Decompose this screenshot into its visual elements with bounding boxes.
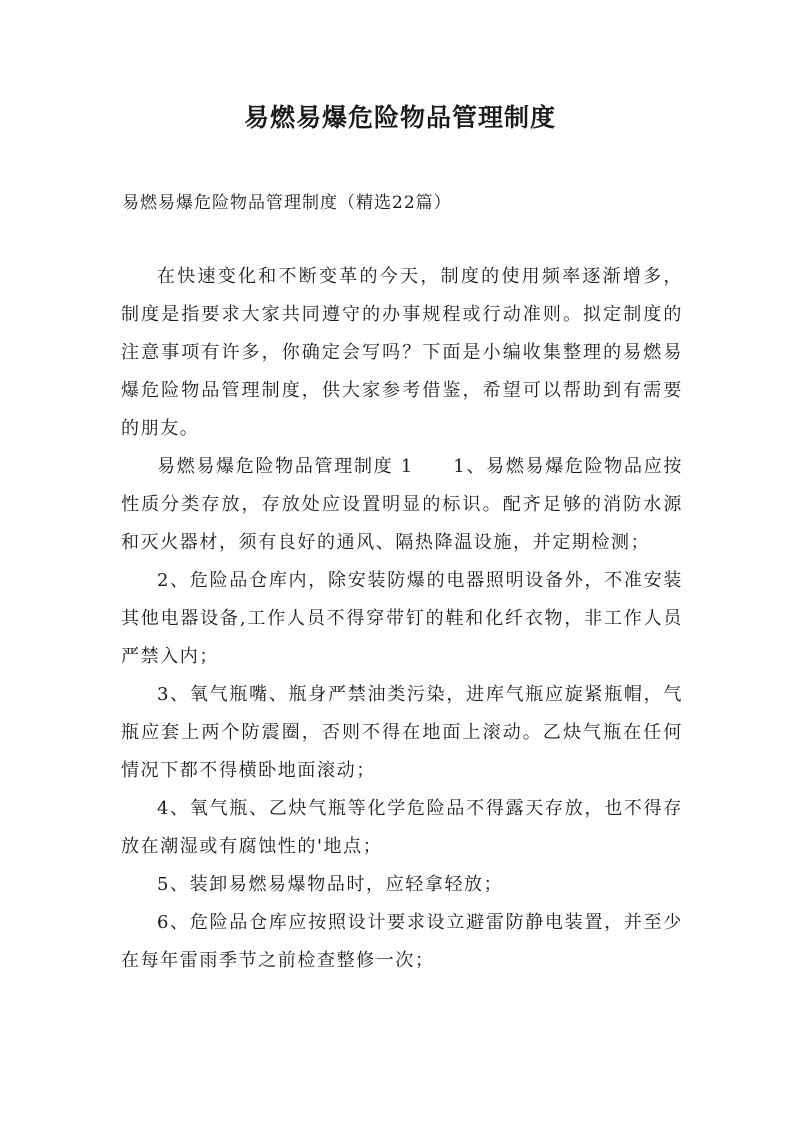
document-body xyxy=(121,258,683,980)
rule-paragraph-6: 6、危险品仓库应按照设计要求设立避雷防静电装置，并至少在每年雷雨季节之前检查整修一次； xyxy=(121,912,683,971)
intro-paragraph: 在快速变化和不断变革的今天，制度的使用频率逐渐增多，制度是指要求大家共同遵守的办事规程或行动准则。拟定制度的注意事项有许多，你确定会写吗？下面是小编收集整理的易燃易爆危险物品管理制度，供大家参考借鉴，希望可以帮助到有需要的朋友。 xyxy=(121,266,683,439)
rule-paragraph-4: 4、氧气瓶、乙炔气瓶等化学危险品不得露天存放，也不得存放在潮湿或有腐蚀性的'地点； xyxy=(121,798,683,857)
rule-paragraph-3: 3、氧气瓶嘴、瓶身严禁油类污染，进库气瓶应旋紧瓶帽，气瓶应套上两个防震圈，否则不得在地面上滚动。乙炔气瓶在任何情况下都不得横卧地面滚动； xyxy=(121,684,683,781)
document-title: 易燃易爆危险物品管理制度 xyxy=(243,103,556,132)
rule-paragraph-2: 2、危险品仓库内，除安装防爆的电器照明设备外，不准安装其他电器设备,工作人员不得穿带钉的鞋和化纤衣物，非工作人员严禁入内； xyxy=(121,570,683,667)
rule-paragraph-1: 易燃易爆危险物品管理制度 1 1、易燃易爆危险物品应按性质分类存放，存放处应设置明显的标识。配齐足够的消防水源和灭火器材，须有良好的通风、隔热降温设施，并定期检测； xyxy=(121,456,683,553)
rule-paragraph-5: 5、装卸易燃易爆物品时，应轻拿轻放； xyxy=(157,874,504,895)
document-subtitle: 易燃易爆危险物品管理制度（精选22篇） xyxy=(122,193,452,213)
